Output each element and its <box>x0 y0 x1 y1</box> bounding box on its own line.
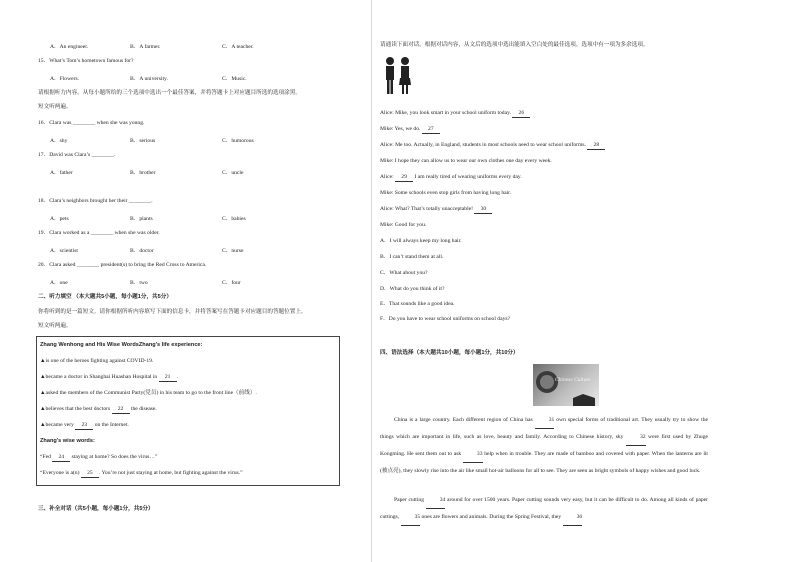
dialogue-line-5: Alice: 29 I am really tired of wearing uniforms every day. <box>380 174 522 180</box>
passage-paragraph-1: China is a large country. Each different region of China has 31 own special forms of traditional art. They usually try to show the things which are important in life, such as love, beauty and family. According to Chinese history, sky 32 were first used by Zhuge Kongming. He sent them out to ask 33 help when in trouble. They are made of bamboo and covered with paper. When the lanterns are lit (被点亮), they slowly rise into the air like small hot-air balloons for all to see. They are seen as bright symbols of happy wishes and good luck. <box>380 412 708 479</box>
q16-option-a: A．shy <box>50 138 68 144</box>
instructions-1: 请根据听力内容，从每小题所给的三个选项中选出一个最佳答案，并将答题卡上对应题目所选的选项涂黑。 <box>38 90 301 96</box>
column-divider <box>371 0 372 562</box>
dialogue-line-3: Alice: Me too. Actually, in England, students in most schools need to wear school uniforms. 28 <box>380 142 605 150</box>
blank-28[interactable]: 28 <box>587 142 605 150</box>
q15-option-a: A．Flowers. <box>50 76 80 82</box>
dialogue-instructions: 请通读下面对话，根据对话内容，从文后的选项中选出能填入空白处的最佳选项。选项中有一项为多余选项。 <box>380 42 649 48</box>
info-card-title: Zhang Wenhong and His Wise WordsZhang’s life experience: <box>40 342 203 348</box>
q17-option-a: A．father <box>50 170 73 176</box>
q15-option-c: C．Music. <box>222 76 247 82</box>
q18-option-a: A．pets <box>50 216 69 222</box>
blank-25[interactable]: 25 <box>81 470 99 478</box>
blank-33[interactable]: 33 <box>463 446 483 463</box>
section-3-heading: 三、补全对话（共5小题，每小题1分，共5分） <box>38 506 154 512</box>
blank-29[interactable]: 29 <box>395 174 413 182</box>
chinese-culture-image <box>533 364 599 406</box>
q17-option-c: C．uncle <box>222 170 244 176</box>
dialogue-option-c: C．What about you? <box>380 270 428 276</box>
instructions-1b: 短文听两遍。 <box>38 104 72 110</box>
blank-34[interactable]: 34 <box>426 492 446 509</box>
students-figure <box>380 54 416 98</box>
blank-26[interactable]: 26 <box>512 110 530 118</box>
dialogue-line-1: Alice: Mike, you look smart in your school uniform today. 26 <box>380 110 530 118</box>
blank-32[interactable]: 32 <box>626 429 646 446</box>
blank-27[interactable]: 27 <box>422 126 440 134</box>
q18-option-c: C．babies <box>222 216 246 222</box>
wise-line-2: “Everyone is a(n) 25 . You’re not just staying at home, but fighting against the virus.” <box>40 470 243 476</box>
blank-31[interactable]: 31 <box>535 412 555 429</box>
q19-option-c: C．nurse <box>222 248 244 254</box>
dialogue-line-4: Mike: I hope they can allow us to wear our own clothes one day every week. <box>380 158 552 164</box>
q16-option-c: C．humorous <box>222 138 254 144</box>
dialogue-line-2: Mike: Yes, we do. 27 <box>380 126 440 134</box>
wise-words-heading: Zhang’s wise words: <box>40 438 95 444</box>
section-4-heading: 四、语法选择（本大题共10小题，每小题1分，共10分） <box>380 350 519 356</box>
q18-option-b: B．plants <box>130 216 153 222</box>
dialogue-line-7: Alice: What? That’s totally unacceptable! 30 <box>380 206 492 214</box>
q16-option-b: B．serious <box>130 138 156 144</box>
dialogue-option-f: F．Do you have to wear school uniforms on school days? <box>380 316 511 322</box>
q14-option-c: C．A teacher. <box>222 44 254 50</box>
info-line-1: ▲is one of the heroes fighting against COVID-19. <box>40 358 154 364</box>
blank-21[interactable]: 21 <box>159 374 177 382</box>
q17-question: 17．David was Clara’s ________. <box>38 152 116 158</box>
info-line-4: ▲believes that the best doctors 22 the disease. <box>40 406 157 412</box>
q20-option-c: C．four <box>222 280 241 286</box>
lantern-icon <box>533 364 599 406</box>
q19-question: 19．Clara worked as a ________ when she was older. <box>38 230 160 236</box>
q15-question: 15．What’s Tom’s hometown famous for? <box>38 58 134 64</box>
section-2-heading: 二、听力填空 （本大题共5小题，每小题1分，共5分） <box>38 294 172 300</box>
dialogue-option-a: A．I will always keep my long hair. <box>380 238 462 244</box>
q14-option-b: B．A farmer. <box>130 44 161 50</box>
q17-option-b: B．brother <box>130 170 156 176</box>
q14-option-a: A．An engineer. <box>50 44 89 50</box>
blank-30[interactable]: 30 <box>474 206 492 214</box>
image-caption: Chinese Culture <box>555 377 591 383</box>
instructions-2: 你将听到的是一篇短文。请你根据所听内容填写下面的信息卡，并将答案写在答题卡对应题目的答题位置上。 <box>38 309 307 315</box>
blank-35[interactable]: 35 <box>401 509 421 526</box>
q16-question: 16．Clara was ________ when she was young. <box>38 120 145 126</box>
blank-23[interactable]: 23 <box>75 422 93 430</box>
passage-paragraph-2: Paper cutting 34 around for over 1500 years. Paper cutting sounds very easy, but it can be difficult to do. Among all kinds of paper cuttings, 35 ones are flowers and animals. During the Spring Festival, they 36 <box>380 492 708 526</box>
q20-option-a: A．one <box>50 280 68 286</box>
info-line-5: ▲became very 23 on the Internet. <box>40 422 129 428</box>
dialogue-option-d: D．What do you think of it? <box>380 286 445 292</box>
q18-question: 18．Clara’s neighbors brought her their ________. <box>38 198 153 204</box>
info-line-2: ▲became a doctor in Shanghai Huashan Hospital in 21 . <box>40 374 179 380</box>
q20-option-b: B．two <box>130 280 148 286</box>
q15-option-b: B．A university. <box>130 76 168 82</box>
q20-question: 20．Clara asked ________ president(s) to bring the Red Cross to America. <box>38 262 207 268</box>
dialogue-line-8: Mike: Good for you. <box>380 222 427 228</box>
dialogue-option-b: B．I can’t stand them at all. <box>380 254 444 260</box>
instructions-2b: 短文听两遍。 <box>38 323 72 329</box>
info-line-3: ▲asked the members of the Communist Party(党员) in his team to go to the front line（前线）. <box>40 390 257 396</box>
blank-24[interactable]: 24 <box>52 454 70 462</box>
q19-option-a: A．scientist <box>50 248 78 254</box>
dialogue-option-e: E．That sounds like a good idea. <box>380 301 455 307</box>
blank-22[interactable]: 22 <box>112 406 130 414</box>
dialogue-line-6: Mike: Some schools even stop girls from having long hair. <box>380 190 512 196</box>
blank-36[interactable]: 36 <box>563 509 583 526</box>
q19-option-b: B．doctor <box>130 248 154 254</box>
wise-line-1: “Fed 24 staying at home? So does the virus…” <box>40 454 158 460</box>
